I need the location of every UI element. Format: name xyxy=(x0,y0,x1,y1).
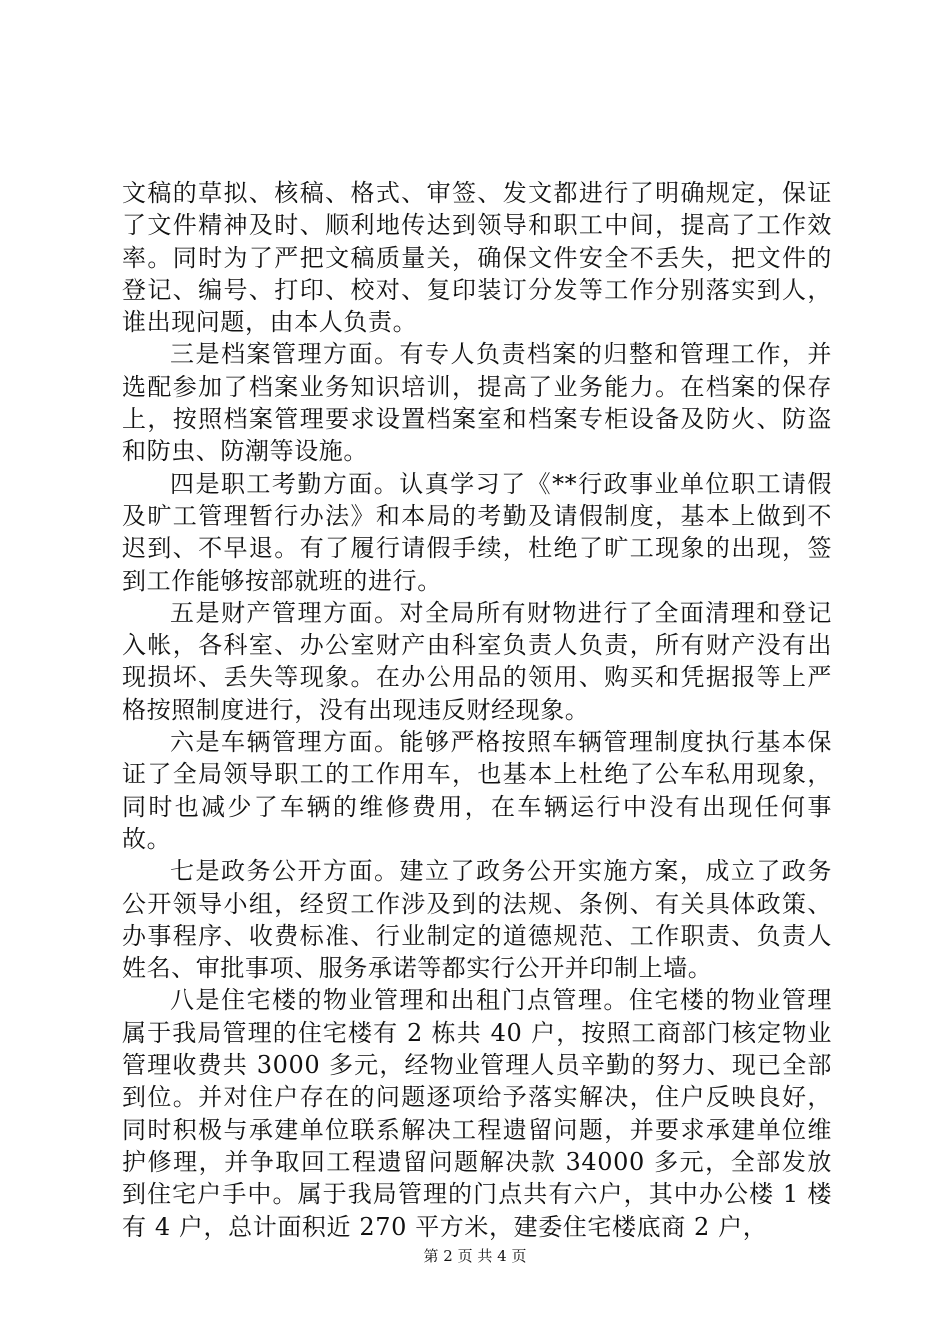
paragraph-property-management: 五是财产管理方面。对全局所有财物进行了全面清理和登记入帐，各科室、办公室财产由科室负责人负责，所有财产没有出现损坏、丢失等现象。在办公用品的领用、购买和凭据报等上严格按照制度进行，没有出现违反财经现象。 xyxy=(122,598,832,724)
paragraph-document-handling: 文稿的草拟、核稿、格式、审签、发文都进行了明确规定，保证了文件精神及时、顺利地传达到领导和职工中间，提高了工作效率。同时为了严把文稿质量关，确保文件安全不丢失，把文件的登记、编号、打印、校对、复印装订分发等工作分别落实到人，谁出现问题，由本人负责。 xyxy=(122,179,832,337)
paragraph-vehicle-management: 六是车辆管理方面。能够严格按照车辆管理制度执行基本保证了全局领导职工的工作用车，也基本上杜绝了公车私用现象，同时也减少了车辆的维修费用，在车辆运行中没有出现任何事故。 xyxy=(122,728,832,853)
document-body xyxy=(122,177,832,1243)
paragraph-attendance: 四是职工考勤方面。认真学习了《**行政事业单位职工请假及旷工管理暂行办法》和本局的考勤及请假制度，基本上做到不迟到、不早退。有了履行请假手续，杜绝了旷工现象的出现，签到工作能够按部就班的进行。 xyxy=(122,469,832,595)
page-footer: 第 2 页 共 4 页 xyxy=(423,1247,527,1265)
paragraph-public-affairs: 七是政务公开方面。建立了政务公开实施方案，成立了政务公开领导小组，经贸工作涉及到的法规、条例、有关具体政策、办事程序、收费标准、行业制定的道德规范、工作职责、负责人姓名、审批事项、服务承诺等都实行公开并印制上墙。 xyxy=(122,857,832,983)
paragraph-residential-management: 八是住宅楼的物业管理和出租门点管理。住宅楼的物业管理属于我局管理的住宅楼有 2 栋共 40 户，按照工商部门核定物业管理收费共 3000 多元，经物业管理人员辛勤的努力、现已全部到位。并对住户存在的问题逐项给予落实解决，住户反映良好，同时积极与承建单位联系解决工程遗留问题，并要求承建单位维护修理，并争取回工程遗留问题解决款 34000 多元，全部发放到住宅户手中。属于我局管理的门点共有六户，其中办公楼 1 楼有 4 户，总计面积近 270 平方米，建委住宅楼底商 2 户， xyxy=(122,986,832,1241)
paragraph-archive-management: 三是档案管理方面。有专人负责档案的归整和管理工作，并选配参加了档案业务知识培训，提高了业务能力。在档案的保存上，按照档案管理要求设置档案室和档案专柜设备及防火、防盗和防虫、防潮等设施。 xyxy=(122,340,832,466)
